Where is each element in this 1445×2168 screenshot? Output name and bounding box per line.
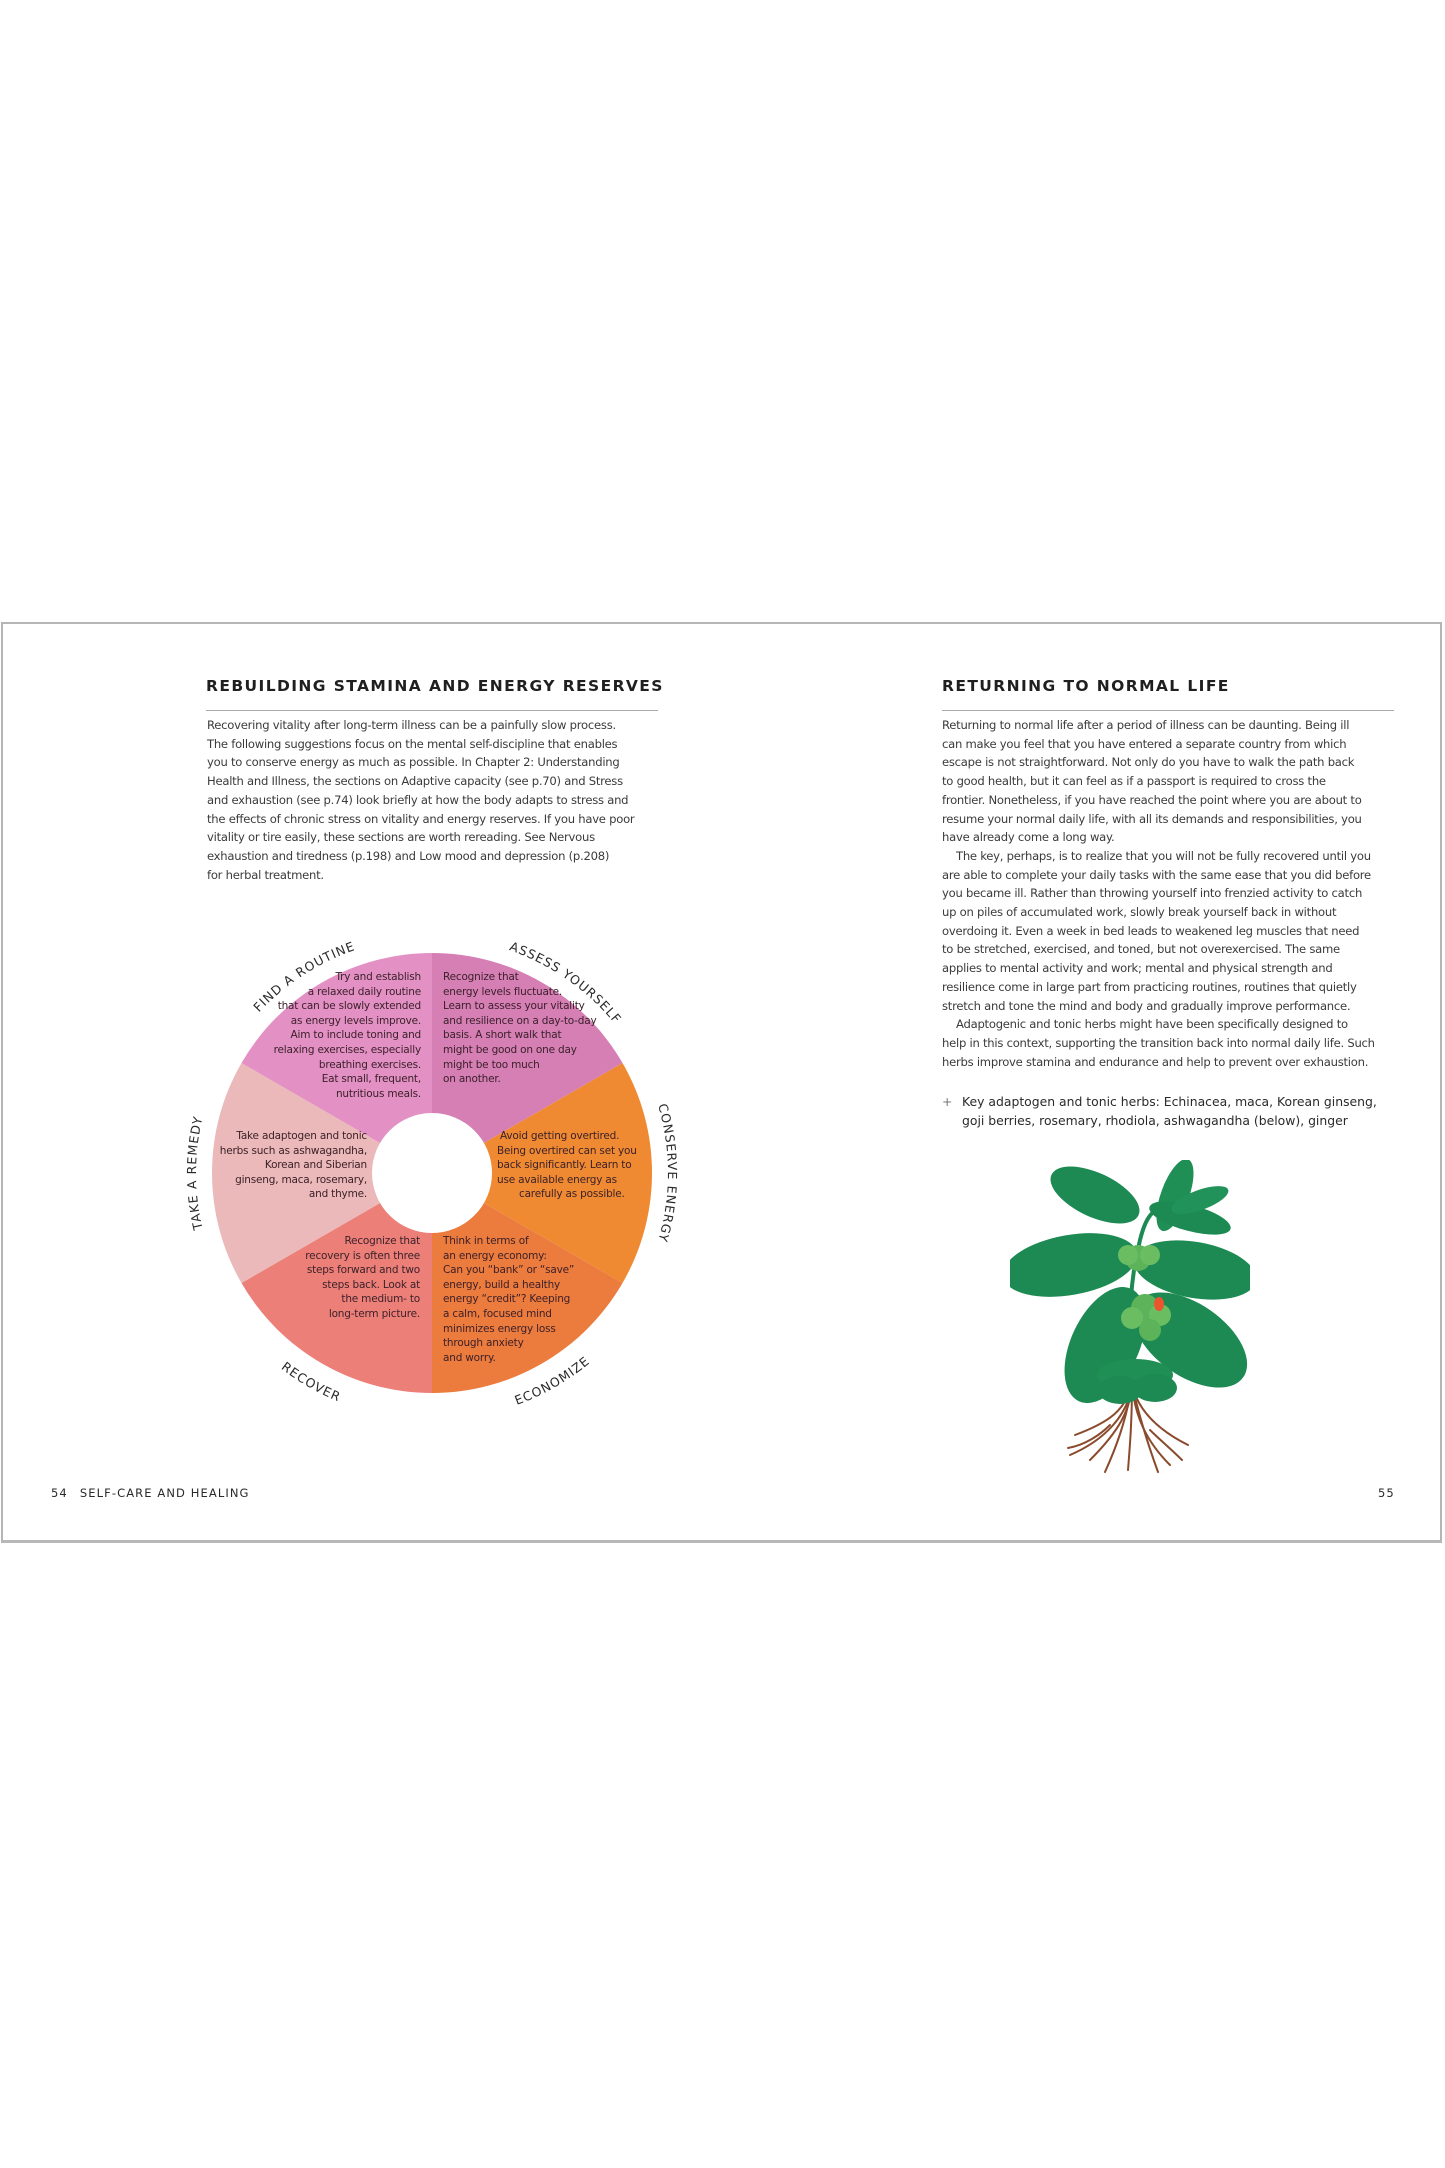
body-line: herbs improve stamina and endurance and help to prevent over exhaustion. (942, 1054, 1369, 1069)
body-line: to good health, but it can feel as if a passport is required to cross the (942, 774, 1326, 789)
right-body-text (942, 716, 1412, 1071)
left-intro-text (207, 716, 667, 884)
wheel-text-line: Aim to include toning and (290, 1029, 421, 1042)
wheel-label-recover: RECOVER (278, 1358, 344, 1405)
intro-line: for herbal treatment. (207, 867, 324, 882)
wheel-text-line: ginseng, maca, rosemary, (235, 1173, 367, 1186)
intro-line: you to conserve energy as much as possible. In Chapter 2: Understanding (207, 755, 620, 770)
wheel-label-find-a-routine: FIND A ROUTINE (250, 938, 357, 1015)
left-footer (51, 1486, 250, 1500)
body-line: escape is not straightforward. Not only do you have to walk the path back (942, 755, 1355, 770)
wheel-text-line: and worry. (443, 1351, 496, 1364)
wheel-text-line: Take adaptogen and tonic (236, 1130, 367, 1142)
body-line: frontier. Nonetheless, if you have reached the point where you are about to (942, 792, 1362, 807)
wheel-text-line: steps back. Look at (322, 1278, 420, 1291)
wheel-text-line: that can be slowly extended (277, 1000, 421, 1013)
body-line: to be stretched, exercised, and toned, but not overexercised. The same (942, 942, 1340, 957)
wheel-text-line: the medium- to (341, 1293, 420, 1306)
key-herbs-line-1: Key adaptogen and tonic herbs: Echinacea, maca, Korean ginseng, (962, 1094, 1377, 1109)
wheel-text-line: and thyme. (308, 1188, 367, 1201)
body-line: can make you feel that you have entered a separate country from which (942, 736, 1347, 751)
wheel-text-line: might be too much (443, 1058, 540, 1071)
body-line: are able to complete your daily tasks with the same ease that you did before (942, 867, 1371, 882)
wheel-text-line: on another. (443, 1073, 501, 1086)
body-line: up on piles of accumulated work, slowly break yourself back in without (942, 905, 1337, 920)
wheel-text-line: and resilience on a day-to-day (443, 1014, 597, 1027)
wheel-text-line: recovery is often three (305, 1249, 420, 1262)
plus-icon: + (942, 1094, 953, 1109)
wheel-text-find-a-routine (231, 970, 421, 1101)
wheel-text-line: minimizes energy loss (443, 1322, 556, 1335)
wheel-text-line: carefully as possible. (519, 1188, 625, 1201)
intro-line: vitality or tire easily, these sections are worth rereading. See Nervous (207, 830, 595, 845)
wheel-text-line: Think in terms of (443, 1235, 529, 1247)
right-heading-rule (942, 710, 1394, 711)
wheel-text-line: as energy levels improve. (290, 1014, 421, 1027)
left-page-heading: REBUILDING STAMINA AND ENERGY RESERVES (206, 677, 664, 695)
ashwagandha-plant-illustration (1010, 1160, 1250, 1480)
intro-line: Health and Illness, the sections on Adaptive capacity (see p.70) and Stress (207, 774, 623, 789)
body-line: have already come a long way. (942, 830, 1115, 845)
body-line: help in this context, supporting the transition back into normal daily life. Such (942, 1035, 1375, 1050)
wheel-text-line: steps forward and two (306, 1264, 420, 1277)
wheel-label-assess-yourself: ASSESS YOURSELF (507, 938, 625, 1027)
wheel-text-conserve-energy (497, 1129, 637, 1202)
body-line: Adaptogenic and tonic herbs might have been specifically designed to (956, 1017, 1348, 1032)
wheel-text-line: Avoid getting overtired. (500, 1130, 620, 1142)
wheel-text-line: might be good on one day (443, 1043, 577, 1056)
body-line: applies to mental activity and work; mental and physical strength and (942, 961, 1333, 976)
wheel-text-line: energy levels fluctuate. (443, 985, 563, 998)
wheel-center-hole (372, 1113, 492, 1233)
wheel-text-assess-yourself (443, 970, 597, 1087)
body-line: The key, perhaps, is to realize that you will not be fully recovered until you (956, 848, 1371, 863)
wheel-text-line: Try and establish (335, 971, 421, 983)
wheel-text-line: an energy economy: (443, 1249, 547, 1262)
right-page-heading: RETURNING TO NORMAL LIFE (942, 677, 1230, 695)
wheel-text-line: back significantly. Learn to (497, 1159, 632, 1172)
right-page-number: 55 (1378, 1486, 1395, 1500)
intro-line: exhaustion and tiredness (p.198) and Low mood and depression (p.208) (207, 848, 610, 863)
wheel-text-line: a calm, focused mind (443, 1307, 552, 1320)
wheel-text-line: Recognize that (443, 971, 519, 983)
wheel-text-line: Being overtired can set you (497, 1144, 637, 1157)
body-line: Returning to normal life after a period of illness can be daunting. Being ill (942, 718, 1350, 732)
wheel-text-line: energy “credit”? Keeping (443, 1293, 571, 1306)
wheel-text-line: Recognize that (344, 1235, 420, 1247)
body-line: you became ill. Rather than throwing yourself into frenzied activity to catch (942, 886, 1363, 901)
wheel-text-line: Learn to assess your vitality (443, 1000, 585, 1013)
wheel-text-take-a-remedy (195, 1129, 367, 1202)
wheel-text-line: nutritious meals. (335, 1087, 421, 1100)
body-line: overdoing it. Even a week in bed leads to weakened leg muscles that need (942, 923, 1360, 938)
left-footer-section: SELF-CARE AND HEALING (79, 1486, 250, 1500)
wheel-text-line: energy, build a healthy (443, 1278, 561, 1291)
wheel-text-line: Can you “bank” or “save” (443, 1264, 575, 1277)
intro-line: the effects of chronic stress on vitality and energy reserves. If you have poor (207, 811, 635, 826)
body-line: resume your normal daily life, with all its demands and responsibilities, you (942, 811, 1362, 826)
body-line: resilience come in large part from practicing routines, routines that quietly (942, 979, 1357, 994)
wheel-text-economize (443, 1234, 574, 1365)
wheel-text-line: herbs such as ashwagandha, (219, 1144, 367, 1157)
left-page-number: 54 (51, 1486, 68, 1500)
plant-berry (1154, 1297, 1164, 1311)
left-heading-rule (206, 710, 658, 711)
wheel-text-line: basis. A short walk that (443, 1029, 562, 1042)
wheel-text-line: through anxiety (443, 1337, 524, 1350)
wheel-text-line: use available energy as (497, 1173, 617, 1186)
intro-line: and exhaustion (see p.74) look briefly at how the body adapts to stress and (207, 792, 629, 807)
wheel-text-line: a relaxed daily routine (307, 985, 421, 998)
wheel-label-economize: ECONOMIZE (512, 1353, 593, 1408)
wheel-text-recover (240, 1234, 420, 1322)
body-line: stretch and tone the mind and body and gradually improve performance. (942, 998, 1351, 1013)
wheel-text-line: relaxing exercises, especially (273, 1043, 421, 1056)
wheel-text-line: long-term picture. (328, 1307, 420, 1320)
wheel-text-line: breathing exercises. (318, 1058, 421, 1071)
key-herbs-line-2: goji berries, rosemary, rhodiola, ashwagandha (below), ginger (962, 1113, 1348, 1128)
intro-line: The following suggestions focus on the mental self-discipline that enables (207, 736, 618, 751)
wheel-label-conserve-energy: CONSERVE ENERGY (655, 1101, 681, 1245)
wheel-label-take-a-remedy: TAKE A REMEDY (183, 1114, 206, 1232)
wheel-text-line: Eat small, frequent, (321, 1073, 421, 1086)
intro-line: Recovering vitality after long-term illness can be a painfully slow process. (207, 718, 616, 732)
wheel-text-line: Korean and Siberian (264, 1159, 367, 1172)
